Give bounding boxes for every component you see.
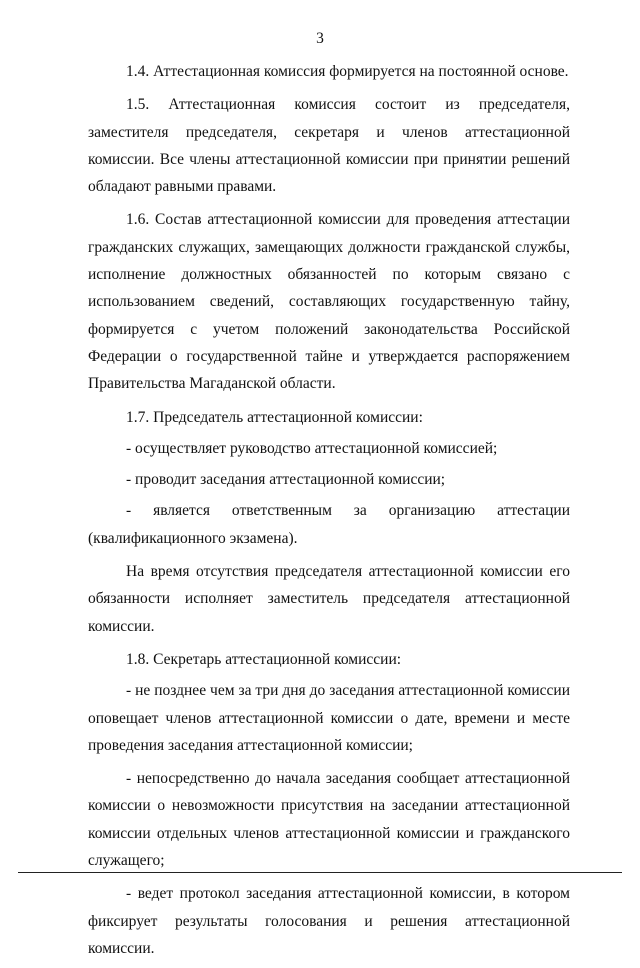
paragraph-1-6: 1.6. Состав аттестационной комиссии для проведения аттестации гражданских служащих, замещающих должности гражданской службы, исполнение должностных обязанностей по которым связано с использованием сведений, составляющих государственную тайну, формируется с учетом положений законодательства Российской Федерации о государственной тайне и утверждается распоряжением Правительства Магаданской области. xyxy=(88,211,570,393)
secretary-duty-1: - не позднее чем за три дня до заседания аттестационной комиссии оповещает членов аттестационной комиссии о дате, времени и месте проведения заседания аттестационной комиссии; xyxy=(88,682,570,754)
bottom-rule xyxy=(18,872,622,873)
page-number: 3 xyxy=(316,30,324,47)
paragraph-deputy: На время отсутствия председателя аттестационной комиссии его обязанности исполняет заместитель председателя аттестационной комиссии. xyxy=(88,563,570,635)
chair-duty-3: - является ответственным за организацию аттестации (квалификационного экзамена). xyxy=(88,502,570,547)
chair-duty-2: - проводит заседания аттестационной комиссии; xyxy=(126,471,446,489)
secretary-duty-2: - непосредственно до начала заседания сообщает аттестационной комиссии о невозможности присутствия на заседании аттестационной комиссии отдельных членов аттестационной комиссии и гражданского служащего; xyxy=(88,770,570,870)
document-body xyxy=(88,58,570,968)
paragraph-1-8: 1.8. Секретарь аттестационной комиссии: xyxy=(126,650,402,668)
paragraph-1-7: 1.7. Председатель аттестационной комиссии: xyxy=(126,408,423,426)
paragraph-1-5: 1.5. Аттестационная комиссия состоит из председателя, заместителя председателя, секретаря и членов аттестационной комиссии. Все члены аттестационной комиссии при принятии решений обладают равными правами. xyxy=(88,96,570,196)
chair-duty-1: - осуществляет руководство аттестационной комиссией; xyxy=(126,439,498,457)
paragraph-1-4: 1.4. Аттестационная комиссия формируется на постоянной основе. xyxy=(126,63,569,80)
secretary-duty-3: - ведет протокол заседания аттестационной комиссии, в котором фиксирует результаты голосования и решения аттестационной комиссии. xyxy=(88,885,570,957)
